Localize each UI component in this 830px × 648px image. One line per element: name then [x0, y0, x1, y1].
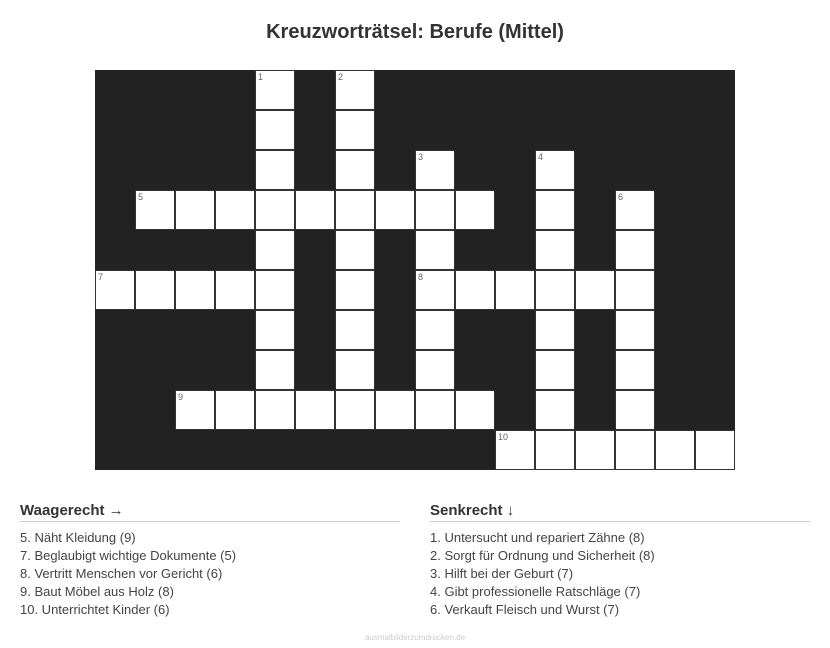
grid-cell[interactable] — [695, 430, 735, 470]
clue-down-6: 6. Verkauft Fleisch und Wurst (7) — [430, 602, 620, 617]
clue-across-8: 8. Vertritt Menschen vor Gericht (6) — [20, 566, 223, 581]
grid-cell[interactable] — [295, 190, 335, 230]
footer-credit: ausmalbilderzumdrucken.de — [364, 633, 466, 642]
clue-down-4: 4. Gibt professionelle Ratschläge (7) — [430, 584, 641, 599]
grid-cell[interactable] — [375, 390, 415, 430]
clue-number: 5 — [138, 192, 144, 202]
grid-cell[interactable] — [535, 270, 575, 310]
grid-cell[interactable] — [335, 150, 375, 190]
page-title: Kreuzworträtsel: Berufe (Mittel) — [266, 21, 564, 43]
grid-cell[interactable] — [615, 190, 655, 230]
grid-cell[interactable] — [255, 390, 295, 430]
grid-cell[interactable] — [415, 270, 455, 310]
clue-down-2: 2. Sorgt für Ordnung und Sicherheit (8) — [430, 548, 655, 563]
grid-cell[interactable] — [535, 430, 575, 470]
grid-cell[interactable] — [255, 150, 295, 190]
grid-cell[interactable] — [375, 190, 415, 230]
clue-number: 4 — [538, 152, 544, 162]
grid-cell[interactable] — [415, 310, 455, 350]
grid-cell[interactable] — [535, 230, 575, 270]
grid-cell[interactable] — [615, 270, 655, 310]
grid-cell[interactable] — [655, 430, 695, 470]
grid-cell[interactable] — [335, 70, 375, 110]
down-heading: Senkrecht ↓ — [430, 501, 810, 522]
grid-cell[interactable] — [415, 230, 455, 270]
grid-cell[interactable] — [615, 430, 655, 470]
grid-cell[interactable] — [255, 110, 295, 150]
grid-cell[interactable] — [535, 390, 575, 430]
grid-cell[interactable] — [295, 390, 335, 430]
across-heading: Waagerecht → — [20, 501, 400, 522]
grid-cell[interactable] — [615, 230, 655, 270]
grid-cell[interactable] — [535, 310, 575, 350]
clue-number: 8 — [418, 272, 424, 282]
grid-cell[interactable] — [175, 390, 215, 430]
grid-cell[interactable] — [255, 190, 295, 230]
clue-across-10: 10. Unterrichtet Kinder (6) — [20, 602, 170, 617]
grid-cell[interactable] — [535, 190, 575, 230]
grid-cell[interactable] — [495, 430, 535, 470]
grid-cell[interactable] — [215, 190, 255, 230]
down-clues — [430, 501, 810, 619]
grid-cell[interactable] — [455, 190, 495, 230]
clue-down-1: 1. Untersucht und repariert Zähne (8) — [430, 530, 645, 545]
grid-cell[interactable] — [335, 310, 375, 350]
grid-cell[interactable] — [335, 390, 375, 430]
across-clues — [20, 501, 400, 619]
grid-cell[interactable] — [575, 270, 615, 310]
grid-cell[interactable] — [575, 430, 615, 470]
grid-cell[interactable] — [495, 270, 535, 310]
grid-cell[interactable] — [455, 390, 495, 430]
grid-cell[interactable] — [335, 350, 375, 390]
grid-cell[interactable] — [255, 350, 295, 390]
grid-cell[interactable] — [615, 350, 655, 390]
grid-cell[interactable] — [175, 270, 215, 310]
grid-cell[interactable] — [535, 150, 575, 190]
grid-cell[interactable] — [335, 110, 375, 150]
grid-cell[interactable] — [255, 310, 295, 350]
grid-cell[interactable] — [455, 270, 495, 310]
clue-number: 7 — [98, 272, 104, 282]
grid-cell[interactable] — [135, 190, 175, 230]
clue-number: 10 — [498, 432, 509, 442]
grid-cell[interactable] — [415, 350, 455, 390]
clue-number: 6 — [618, 192, 624, 202]
clue-across-7: 7. Beglaubigt wichtige Dokumente (5) — [20, 548, 237, 563]
grid-cell[interactable] — [335, 190, 375, 230]
grid-cell[interactable] — [335, 230, 375, 270]
grid-cell[interactable] — [215, 270, 255, 310]
grid-cell[interactable] — [615, 310, 655, 350]
clue-number: 2 — [338, 72, 344, 82]
grid-cell[interactable] — [335, 270, 375, 310]
grid-cell[interactable] — [415, 190, 455, 230]
grid-cell[interactable] — [255, 70, 295, 110]
clue-down-3: 3. Hilft bei der Geburt (7) — [430, 566, 574, 581]
clue-across-9: 9. Baut Möbel aus Holz (8) — [20, 584, 174, 599]
grid-cell[interactable] — [415, 150, 455, 190]
grid-cell[interactable] — [95, 270, 135, 310]
clue-number: 3 — [418, 152, 424, 162]
crossword-grid — [95, 70, 735, 470]
grid-cell[interactable] — [415, 390, 455, 430]
grid-cell[interactable] — [255, 230, 295, 270]
grid-cell[interactable] — [175, 190, 215, 230]
grid-cell[interactable] — [135, 270, 175, 310]
grid-cell[interactable] — [615, 390, 655, 430]
clue-across-5: 5. Näht Kleidung (9) — [20, 530, 136, 545]
grid-cell[interactable] — [535, 350, 575, 390]
grid-cell[interactable] — [255, 270, 295, 310]
clue-number: 9 — [178, 392, 184, 402]
grid-cell[interactable] — [215, 390, 255, 430]
clue-number: 1 — [258, 72, 264, 82]
